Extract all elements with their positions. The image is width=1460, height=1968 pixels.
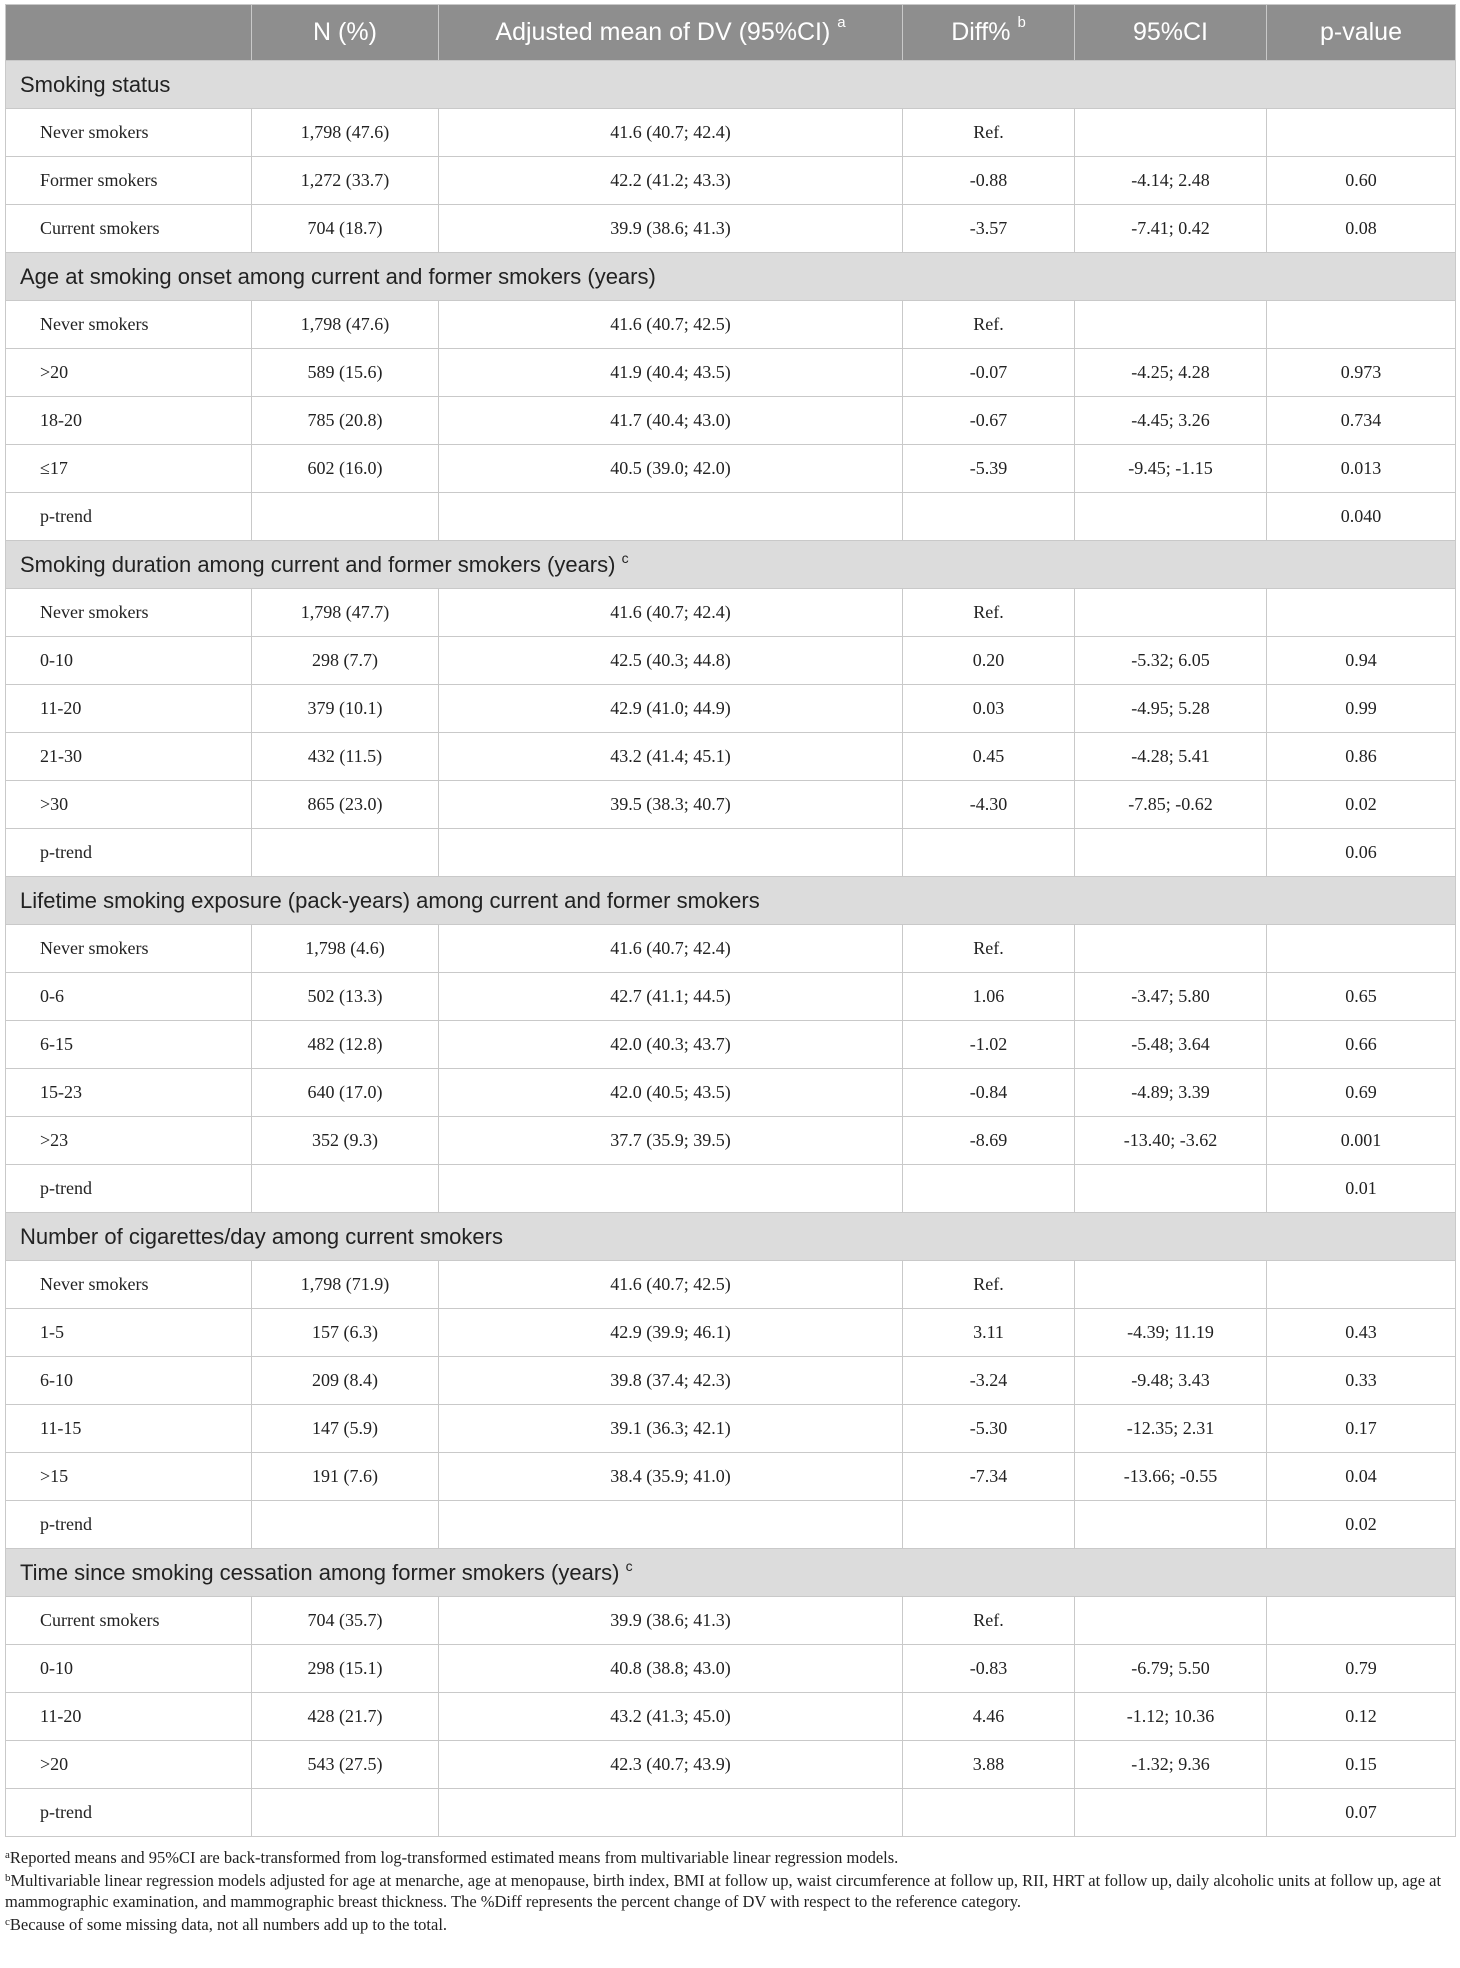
- diff-percent-cell: Ref.: [903, 1597, 1075, 1645]
- diff-percent-cell: -0.84: [903, 1069, 1075, 1117]
- row-label: 0-10: [6, 637, 252, 685]
- ci-cell: -9.48; 3.43: [1075, 1357, 1267, 1405]
- adjusted-mean-cell: 41.9 (40.4; 43.5): [439, 349, 903, 397]
- n-percent-cell: 1,272 (33.7): [252, 157, 439, 205]
- p-value-cell: [1267, 1261, 1456, 1309]
- row-label: >23: [6, 1117, 252, 1165]
- diff-percent-cell: -3.24: [903, 1357, 1075, 1405]
- row-label: Current smokers: [6, 1597, 252, 1645]
- adjusted-mean-cell: 42.5 (40.3; 44.8): [439, 637, 903, 685]
- table-row: [6, 685, 1456, 733]
- row-label: ≤17: [6, 445, 252, 493]
- diff-percent-cell: 3.88: [903, 1741, 1075, 1789]
- n-percent-cell: 589 (15.6): [252, 349, 439, 397]
- row-label: Never smokers: [6, 589, 252, 637]
- ci-cell: -4.95; 5.28: [1075, 685, 1267, 733]
- section-title: Number of cigarettes/day among current smokers: [6, 1213, 1456, 1261]
- diff-percent-cell: -0.67: [903, 397, 1075, 445]
- p-value-cell: 0.013: [1267, 445, 1456, 493]
- diff-percent-cell: [903, 1789, 1075, 1837]
- n-percent-cell: 602 (16.0): [252, 445, 439, 493]
- p-value-cell: 0.07: [1267, 1789, 1456, 1837]
- row-label: 15-23: [6, 1069, 252, 1117]
- footnote-mark: b: [5, 1872, 11, 1884]
- p-value-cell: 0.99: [1267, 685, 1456, 733]
- ci-cell: [1075, 925, 1267, 973]
- diff-percent-cell: [903, 493, 1075, 541]
- section-title: Age at smoking onset among current and former smokers (years): [6, 253, 1456, 301]
- row-label: p-trend: [6, 829, 252, 877]
- row-label: 21-30: [6, 733, 252, 781]
- diff-percent-cell: 0.20: [903, 637, 1075, 685]
- n-percent-cell: [252, 829, 439, 877]
- n-percent-cell: 640 (17.0): [252, 1069, 439, 1117]
- adjusted-mean-cell: 40.8 (38.8; 43.0): [439, 1645, 903, 1693]
- diff-percent-cell: -5.39: [903, 445, 1075, 493]
- table-row: [6, 1165, 1456, 1213]
- n-percent-cell: 704 (35.7): [252, 1597, 439, 1645]
- ci-cell: -6.79; 5.50: [1075, 1645, 1267, 1693]
- p-value-cell: 0.17: [1267, 1405, 1456, 1453]
- adjusted-mean-cell: [439, 829, 903, 877]
- diff-percent-cell: Ref.: [903, 109, 1075, 157]
- diff-percent-cell: -3.57: [903, 205, 1075, 253]
- adjusted-mean-cell: 42.2 (41.2; 43.3): [439, 157, 903, 205]
- footnote: [5, 1870, 1455, 1912]
- row-label: Never smokers: [6, 109, 252, 157]
- row-label: Former smokers: [6, 157, 252, 205]
- p-value-cell: [1267, 109, 1456, 157]
- footnote-mark: c: [625, 1557, 633, 1574]
- ci-cell: -4.89; 3.39: [1075, 1069, 1267, 1117]
- p-value-cell: [1267, 589, 1456, 637]
- ci-cell: [1075, 829, 1267, 877]
- n-percent-cell: 482 (12.8): [252, 1021, 439, 1069]
- row-label: 11-20: [6, 1693, 252, 1741]
- adjusted-mean-cell: [439, 1501, 903, 1549]
- table-row: [6, 397, 1456, 445]
- footnote: [5, 1847, 1455, 1868]
- adjusted-mean-cell: 43.2 (41.3; 45.0): [439, 1693, 903, 1741]
- p-value-cell: 0.06: [1267, 829, 1456, 877]
- section-header-row: [6, 541, 1456, 589]
- row-label: >15: [6, 1453, 252, 1501]
- ci-cell: -9.45; -1.15: [1075, 445, 1267, 493]
- table-row: [6, 1309, 1456, 1357]
- ci-cell: -4.14; 2.48: [1075, 157, 1267, 205]
- n-percent-cell: 1,798 (47.6): [252, 109, 439, 157]
- table-row: [6, 1261, 1456, 1309]
- diff-percent-cell: Ref.: [903, 1261, 1075, 1309]
- adjusted-mean-cell: 39.1 (36.3; 42.1): [439, 1405, 903, 1453]
- p-value-cell: 0.973: [1267, 349, 1456, 397]
- ci-cell: -4.45; 3.26: [1075, 397, 1267, 445]
- n-percent-cell: 147 (5.9): [252, 1405, 439, 1453]
- adjusted-mean-cell: 41.6 (40.7; 42.4): [439, 925, 903, 973]
- n-percent-cell: 157 (6.3): [252, 1309, 439, 1357]
- n-percent-cell: [252, 1165, 439, 1213]
- diff-percent-cell: 3.11: [903, 1309, 1075, 1357]
- table-row: [6, 1501, 1456, 1549]
- adjusted-mean-cell: 39.8 (37.4; 42.3): [439, 1357, 903, 1405]
- adjusted-mean-cell: 41.6 (40.7; 42.4): [439, 589, 903, 637]
- row-label: 11-15: [6, 1405, 252, 1453]
- header-diff-percent: Diff% $^b$: [903, 5, 1075, 61]
- row-label: 1-5: [6, 1309, 252, 1357]
- adjusted-mean-cell: 38.4 (35.9; 41.0): [439, 1453, 903, 1501]
- p-value-cell: 0.86: [1267, 733, 1456, 781]
- p-value-cell: 0.69: [1267, 1069, 1456, 1117]
- footnote-text: Because of some missing data, not all numbers add up to the total.: [9, 1915, 448, 1934]
- p-value-cell: 0.02: [1267, 781, 1456, 829]
- adjusted-mean-cell: 42.9 (39.9; 46.1): [439, 1309, 903, 1357]
- ci-cell: [1075, 109, 1267, 157]
- row-label: Never smokers: [6, 1261, 252, 1309]
- p-value-cell: [1267, 301, 1456, 349]
- ci-cell: -4.39; 11.19: [1075, 1309, 1267, 1357]
- n-percent-cell: 298 (7.7): [252, 637, 439, 685]
- diff-percent-cell: -7.34: [903, 1453, 1075, 1501]
- results-table: [5, 4, 1456, 1837]
- ci-cell: -5.48; 3.64: [1075, 1021, 1267, 1069]
- diff-percent-cell: [903, 1501, 1075, 1549]
- header-row: [6, 5, 1456, 61]
- table-row: [6, 493, 1456, 541]
- table-body: [6, 61, 1456, 1837]
- adjusted-mean-cell: 42.3 (40.7; 43.9): [439, 1741, 903, 1789]
- diff-percent-cell: -0.07: [903, 349, 1075, 397]
- adjusted-mean-cell: 41.6 (40.7; 42.4): [439, 109, 903, 157]
- diff-percent-cell: Ref.: [903, 589, 1075, 637]
- adjusted-mean-cell: 39.9 (38.6; 41.3): [439, 205, 903, 253]
- section-header-row: [6, 61, 1456, 109]
- table-row: [6, 1741, 1456, 1789]
- section-header-row: [6, 1549, 1456, 1597]
- adjusted-mean-cell: 42.7 (41.1; 44.5): [439, 973, 903, 1021]
- header-category: [6, 5, 252, 61]
- section-title: Time since smoking cessation among former smokers (years) $^c$: [6, 1549, 1456, 1597]
- n-percent-cell: 502 (13.3): [252, 973, 439, 1021]
- header-n-percent: N (%): [252, 5, 439, 61]
- table-row: [6, 349, 1456, 397]
- p-value-cell: 0.02: [1267, 1501, 1456, 1549]
- adjusted-mean-cell: 41.7 (40.4; 43.0): [439, 397, 903, 445]
- row-label: 0-10: [6, 1645, 252, 1693]
- row-label: p-trend: [6, 493, 252, 541]
- diff-percent-cell: -8.69: [903, 1117, 1075, 1165]
- ci-cell: [1075, 1261, 1267, 1309]
- row-label: Never smokers: [6, 301, 252, 349]
- section-title: Smoking status: [6, 61, 1456, 109]
- p-value-cell: 0.66: [1267, 1021, 1456, 1069]
- n-percent-cell: 543 (27.5): [252, 1741, 439, 1789]
- section-title: Lifetime smoking exposure (pack-years) among current and former smokers: [6, 877, 1456, 925]
- ci-cell: -4.28; 5.41: [1075, 733, 1267, 781]
- p-value-cell: 0.001: [1267, 1117, 1456, 1165]
- n-percent-cell: 865 (23.0): [252, 781, 439, 829]
- p-value-cell: 0.60: [1267, 157, 1456, 205]
- table-header: [6, 5, 1456, 61]
- ci-cell: -7.41; 0.42: [1075, 205, 1267, 253]
- p-value-cell: 0.01: [1267, 1165, 1456, 1213]
- row-label: p-trend: [6, 1165, 252, 1213]
- row-label: 0-6: [6, 973, 252, 1021]
- table-row: [6, 445, 1456, 493]
- table-row: [6, 1405, 1456, 1453]
- footnote-mark: c: [5, 1916, 10, 1928]
- diff-percent-cell: Ref.: [903, 925, 1075, 973]
- row-label: 18-20: [6, 397, 252, 445]
- adjusted-mean-cell: 43.2 (41.4; 45.1): [439, 733, 903, 781]
- header-p-value: p-value: [1267, 5, 1456, 61]
- n-percent-cell: [252, 1501, 439, 1549]
- n-percent-cell: 191 (7.6): [252, 1453, 439, 1501]
- p-value-cell: [1267, 1597, 1456, 1645]
- diff-percent-cell: [903, 1165, 1075, 1213]
- ci-cell: -13.40; -3.62: [1075, 1117, 1267, 1165]
- table-row: [6, 1453, 1456, 1501]
- table-row: [6, 157, 1456, 205]
- adjusted-mean-cell: [439, 1165, 903, 1213]
- row-label: >30: [6, 781, 252, 829]
- section-title: Smoking duration among current and former smokers (years) $^c$: [6, 541, 1456, 589]
- p-value-cell: 0.734: [1267, 397, 1456, 445]
- ci-cell: -13.66; -0.55: [1075, 1453, 1267, 1501]
- ci-cell: [1075, 1501, 1267, 1549]
- row-label: 11-20: [6, 685, 252, 733]
- table-row: [6, 1645, 1456, 1693]
- table-row: [6, 301, 1456, 349]
- p-value-cell: 0.15: [1267, 1741, 1456, 1789]
- diff-percent-cell: -4.30: [903, 781, 1075, 829]
- ci-cell: [1075, 1165, 1267, 1213]
- table-row: [6, 829, 1456, 877]
- ci-cell: [1075, 301, 1267, 349]
- footnote-text: Reported means and 95%CI are back-transformed from log-transformed estimated means from multivariable linear regression models.: [9, 1848, 899, 1867]
- table-row: [6, 1789, 1456, 1837]
- p-value-cell: 0.79: [1267, 1645, 1456, 1693]
- table-row: [6, 781, 1456, 829]
- diff-percent-cell: -1.02: [903, 1021, 1075, 1069]
- ci-cell: -7.85; -0.62: [1075, 781, 1267, 829]
- table-row: [6, 589, 1456, 637]
- n-percent-cell: 428 (21.7): [252, 1693, 439, 1741]
- diff-percent-cell: [903, 829, 1075, 877]
- table-row: [6, 925, 1456, 973]
- section-header-row: [6, 877, 1456, 925]
- diff-percent-cell: Ref.: [903, 301, 1075, 349]
- n-percent-cell: [252, 1789, 439, 1837]
- footnote-text: Multivariable linear regression models adjusted for age at menarche, age at menopause, birth index, BMI at follow up, waist circumference at follow up, RII, HRT at follow up, daily alcoholic units at follow up, age at mammographic examination, and mammographic breast thickness. The %Diff represents the percent change of DV with respect to the reference category.: [5, 1871, 1442, 1911]
- adjusted-mean-cell: 41.6 (40.7; 42.5): [439, 301, 903, 349]
- p-value-cell: 0.33: [1267, 1357, 1456, 1405]
- table-row: [6, 1117, 1456, 1165]
- ci-cell: -1.12; 10.36: [1075, 1693, 1267, 1741]
- diff-percent-cell: 0.03: [903, 685, 1075, 733]
- row-label: >20: [6, 349, 252, 397]
- diff-percent-cell: -0.83: [903, 1645, 1075, 1693]
- table-row: [6, 1597, 1456, 1645]
- row-label: p-trend: [6, 1501, 252, 1549]
- header-95ci: 95%CI: [1075, 5, 1267, 61]
- n-percent-cell: 785 (20.8): [252, 397, 439, 445]
- table-row: [6, 1021, 1456, 1069]
- footnote-mark: a: [5, 1849, 10, 1861]
- row-label: p-trend: [6, 1789, 252, 1837]
- n-percent-cell: [252, 493, 439, 541]
- adjusted-mean-cell: [439, 1789, 903, 1837]
- adjusted-mean-cell: 37.7 (35.9; 39.5): [439, 1117, 903, 1165]
- adjusted-mean-cell: [439, 493, 903, 541]
- footnote: [5, 1914, 1455, 1935]
- table-row: [6, 973, 1456, 1021]
- n-percent-cell: 1,798 (47.6): [252, 301, 439, 349]
- p-value-cell: 0.08: [1267, 205, 1456, 253]
- n-percent-cell: 704 (18.7): [252, 205, 439, 253]
- adjusted-mean-cell: 42.0 (40.5; 43.5): [439, 1069, 903, 1117]
- n-percent-cell: 1,798 (71.9): [252, 1261, 439, 1309]
- table-row: [6, 1693, 1456, 1741]
- p-value-cell: [1267, 925, 1456, 973]
- footnotes: [5, 1837, 1455, 1935]
- section-header-row: [6, 1213, 1456, 1261]
- diff-percent-cell: -5.30: [903, 1405, 1075, 1453]
- p-value-cell: 0.12: [1267, 1693, 1456, 1741]
- adjusted-mean-cell: 42.9 (41.0; 44.9): [439, 685, 903, 733]
- adjusted-mean-cell: 40.5 (39.0; 42.0): [439, 445, 903, 493]
- ci-cell: -4.25; 4.28: [1075, 349, 1267, 397]
- table-row: [6, 109, 1456, 157]
- ci-cell: -12.35; 2.31: [1075, 1405, 1267, 1453]
- n-percent-cell: 379 (10.1): [252, 685, 439, 733]
- table-row: [6, 637, 1456, 685]
- row-label: Never smokers: [6, 925, 252, 973]
- diff-percent-cell: -0.88: [903, 157, 1075, 205]
- p-value-cell: 0.94: [1267, 637, 1456, 685]
- adjusted-mean-cell: 39.5 (38.3; 40.7): [439, 781, 903, 829]
- row-label: >20: [6, 1741, 252, 1789]
- p-value-cell: 0.65: [1267, 973, 1456, 1021]
- row-label: Current smokers: [6, 205, 252, 253]
- n-percent-cell: 209 (8.4): [252, 1357, 439, 1405]
- row-label: 6-15: [6, 1021, 252, 1069]
- p-value-cell: 0.040: [1267, 493, 1456, 541]
- table-row: [6, 733, 1456, 781]
- table-row: [6, 1357, 1456, 1405]
- ci-cell: [1075, 493, 1267, 541]
- ci-cell: [1075, 1597, 1267, 1645]
- n-percent-cell: 298 (15.1): [252, 1645, 439, 1693]
- row-label: 6-10: [6, 1357, 252, 1405]
- n-percent-cell: 352 (9.3): [252, 1117, 439, 1165]
- ci-cell: -1.32; 9.36: [1075, 1741, 1267, 1789]
- adjusted-mean-cell: 42.0 (40.3; 43.7): [439, 1021, 903, 1069]
- p-value-cell: 0.43: [1267, 1309, 1456, 1357]
- n-percent-cell: 1,798 (4.6): [252, 925, 439, 973]
- p-value-cell: 0.04: [1267, 1453, 1456, 1501]
- table-row: [6, 1069, 1456, 1117]
- n-percent-cell: 432 (11.5): [252, 733, 439, 781]
- ci-cell: -5.32; 6.05: [1075, 637, 1267, 685]
- n-percent-cell: 1,798 (47.7): [252, 589, 439, 637]
- ci-cell: [1075, 589, 1267, 637]
- table-row: [6, 205, 1456, 253]
- ci-cell: [1075, 1789, 1267, 1837]
- ci-cell: -3.47; 5.80: [1075, 973, 1267, 1021]
- adjusted-mean-cell: 41.6 (40.7; 42.5): [439, 1261, 903, 1309]
- diff-percent-cell: 4.46: [903, 1693, 1075, 1741]
- footnote-mark: c: [621, 549, 629, 566]
- header-adjusted-mean: Adjusted mean of DV (95%CI) $^a$: [439, 5, 903, 61]
- adjusted-mean-cell: 39.9 (38.6; 41.3): [439, 1597, 903, 1645]
- diff-percent-cell: 1.06: [903, 973, 1075, 1021]
- section-header-row: [6, 253, 1456, 301]
- diff-percent-cell: 0.45: [903, 733, 1075, 781]
